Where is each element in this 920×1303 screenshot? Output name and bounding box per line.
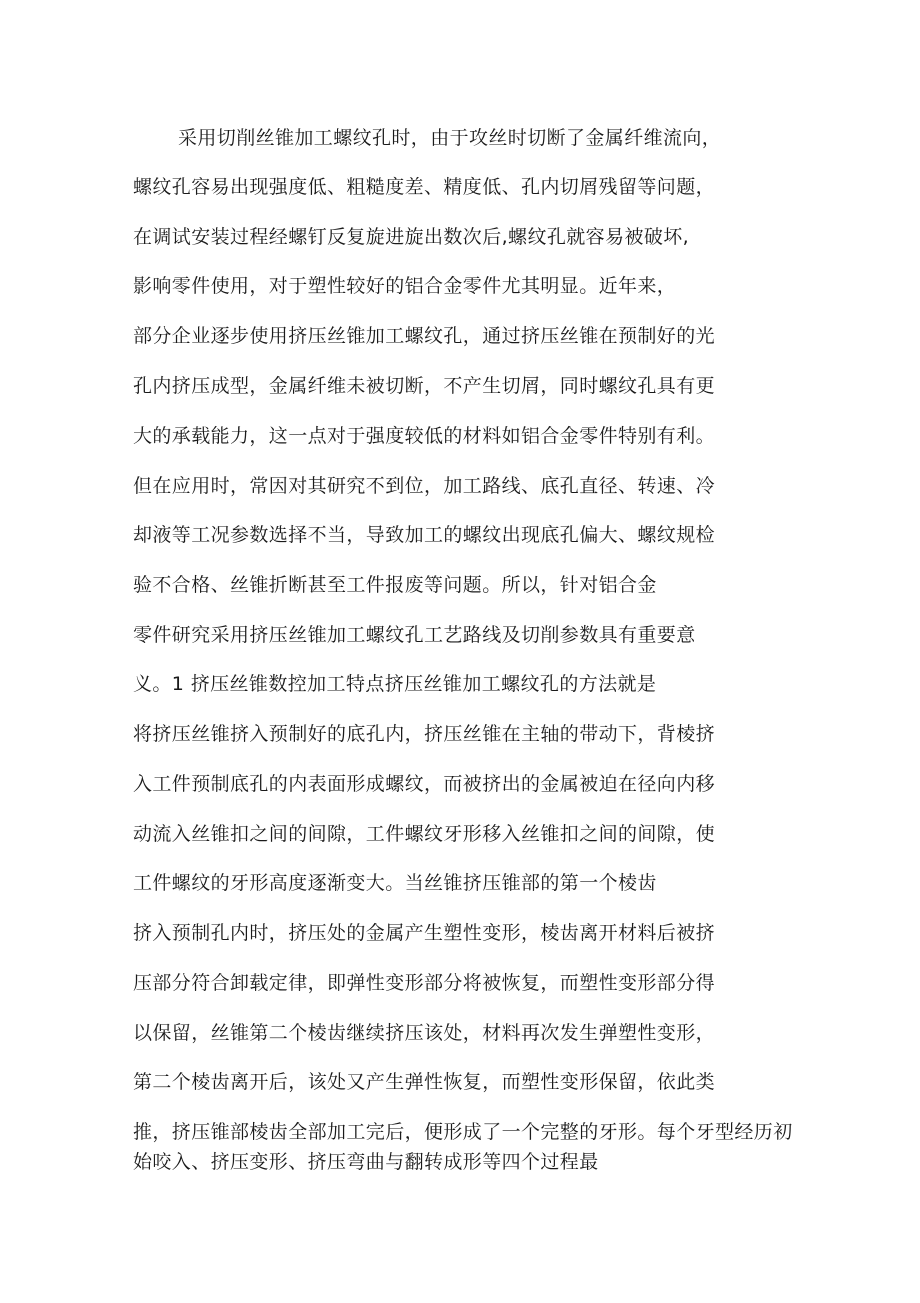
text-line-15: 动流入丝锥扣之间的间隙，工件螺纹牙形移入丝锥扣之间的间隙，使 (133, 823, 716, 845)
text-line-11: 零件研究采用挤压丝锥加工螺纹孔工艺路线及切削参数具有重要意 (133, 624, 696, 646)
text-line-6: 孔内挤压成型，金属纤维未被切断，不产生切屑，同时螺纹孔具有更 (133, 375, 716, 397)
text-line-13: 将挤压丝锥挤入预制好的底孔内，挤压丝锥在主轴的带动下，背棱挤 (133, 723, 716, 745)
text-line-22: 始咬入、挤压变形、挤压弯曲与翻转成形等四个过程最 (133, 1151, 599, 1173)
text-line-3: 在调试安装过程经螺钉反复旋进旋出数次后,螺纹孔就容易被破坏, (133, 226, 690, 248)
text-line-19: 以保留，丝锥第二个棱齿继续挤压该处，材料再次发生弹塑性变形， (133, 1022, 716, 1044)
text-line-10: 验不合格、丝锥折断甚至工件报废等问题。所以，针对铝合金 (133, 574, 657, 596)
text-line-16: 工件螺纹的牙形高度逐渐变大。当丝锥挤压锥部的第一个棱齿 (133, 872, 657, 894)
text-line-9: 却液等工况参数选择不当，导致加工的螺纹出现底孔偏大、螺纹规检 (133, 524, 716, 546)
text-line-7: 大的承载能力，这一点对于强度较低的材料如铝合金零件特别有利。 (133, 425, 716, 447)
text-line-4: 影响零件使用，对于塑性较好的铝合金零件尤其明显。近年来， (133, 275, 677, 297)
text-line-17: 挤入预制孔内时，挤压处的金属产生塑性变形，棱齿离开材料后被挤 (133, 922, 716, 944)
text-line-8: 但在应用时，常因对其研究不到位，加工路线、底孔直径、转速、冷 (133, 475, 716, 497)
text-line-18: 压部分符合卸载定律，即弹性变形部分将被恢复，而塑性变形部分得 (133, 972, 716, 994)
text-line-20: 第二个棱齿离开后，该处又产生弹性恢复，而塑性变形保留，依此类 (133, 1071, 716, 1093)
text-line-12: 义。1 挤压丝锥数控加工特点挤压丝锥加工螺纹孔的方法就是 (133, 673, 657, 695)
text-line-14: 入工件预制底孔的内表面形成螺纹，而被挤出的金属被迫在径向内移 (133, 773, 716, 795)
text-line-21: 推，挤压锥部棱齿全部加工完后，便形成了一个完整的牙形。每个牙型经历初 (133, 1121, 793, 1143)
text-line-1: 采用切削丝锥加工螺纹孔时，由于攻丝时切断了金属纤维流向， (178, 127, 722, 149)
text-line-5: 部分企业逐步使用挤压丝锥加工螺纹孔，通过挤压丝锥在预制好的光 (133, 325, 716, 347)
text-line-2: 螺纹孔容易出现强度低、粗糙度差、精度低、孔内切屑残留等问题， (133, 176, 716, 198)
